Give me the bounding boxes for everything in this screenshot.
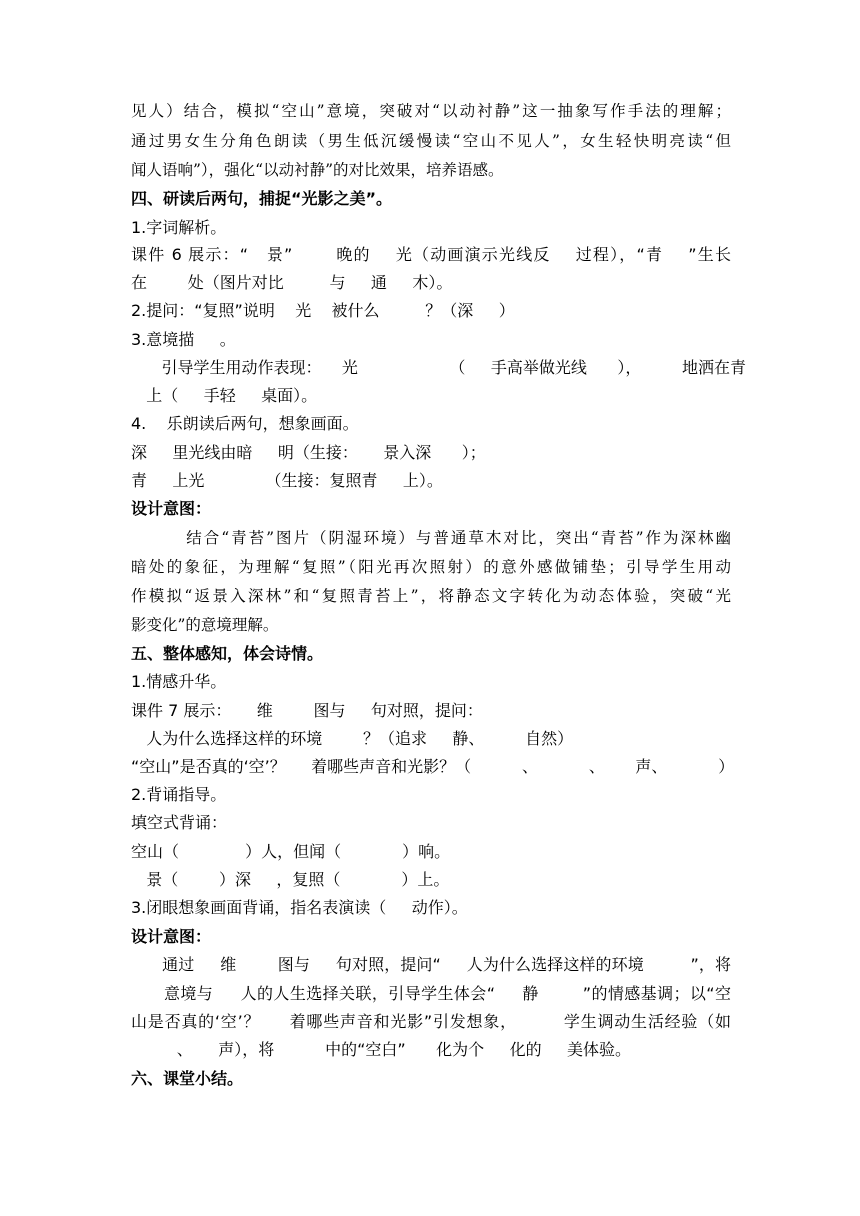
text-line: 引导学生用动作表现： 光 （ 手高举做光线 ）， 地洒在青 — [131, 358, 747, 377]
text-line: 课件 7 展示： 维 图与 句对照，提问： — [131, 701, 483, 720]
section-heading: 设计意图： — [131, 927, 212, 946]
section-heading: 六、课堂小结。 — [131, 1069, 244, 1088]
text-line: 结合“青苔”图片（阴湿环境）与普通草木对比，突出“青苔”作为深林幽 — [131, 529, 731, 547]
text-line: 意境与 人的人生选择关联，引导学生体会“ 静 ”的情感基调；以“空 — [131, 984, 731, 1003]
text-line: 3.意境描 。 — [131, 330, 236, 349]
text-line: 1.字词解析。 — [131, 218, 227, 237]
section-heading: 五、整体感知，体会诗情。 — [131, 644, 324, 663]
text-line: 3.闭眼想象画面背诵，指名表演读（ 动作）。 — [131, 898, 468, 917]
text-line: 人为什么选择这样的环境 ？（追求 静、 自然） — [131, 729, 574, 748]
text-line: 影变化”的意境理解。 — [131, 616, 279, 634]
text-line: 山是否真的‘空’？ 着哪些声音和光影”引发想象， 学生调动生活经验（如 — [131, 1012, 731, 1031]
text-line: 暗处的象征，为理解“复照”（阳光再次照射）的意外感做铺垫；引导学生用动 — [131, 558, 731, 576]
text-line: 深 里光线由暗 明（生接： 景入深 ）； — [131, 443, 486, 462]
text-line: 闻人语响”），强化“以动衬静”的对比效果，培养语感。 — [131, 161, 504, 179]
text-line: 4. 乐朗读后两句，想象画面。 — [131, 414, 359, 433]
text-line: 通过男女生分角色朗读（男生低沉缓慢读“空山不见人”，女生轻快明亮读“但 — [131, 132, 731, 150]
text-line: 通过 维 图与 句对照，提问“ 人为什么选择这样的环境 ”，将 — [131, 955, 731, 974]
text-line: 空山（ ）人，但闻（ ）响。 — [131, 842, 451, 861]
text-line: “空山”是否真的‘空’？ 着哪些声音和光影？（ 、 、 声、 ） — [131, 757, 735, 776]
text-line: 课件 6 展示：“ 景” 晚的 光（动画演示光线反 过程），“青 ”生长 — [131, 245, 731, 264]
text-line: 上（ 手轻 桌面）。 — [131, 386, 318, 405]
text-line: 见人）结合，模拟“空山”意境，突破对“以动衬静”这一抽象写作手法的理解； — [131, 102, 731, 120]
text-line: 作模拟“返景入深林”和“复照青苔上”，将静态文字转化为动态体验，突破“光 — [131, 587, 731, 605]
text-line: 景（ ）深 ，复照（ ）上。 — [131, 870, 450, 889]
section-heading: 设计意图： — [131, 499, 212, 518]
section-heading: 四、研读后两句，捕捉“光影之美”。 — [131, 189, 393, 208]
text-line: 在 处（图片对比 与 通 木）。 — [131, 273, 453, 292]
text-line: 填空式背诵： — [131, 813, 228, 832]
text-line: 青 上光 （生接：复照青 上）。 — [131, 471, 443, 490]
text-line: 、 声），将 中的“空白” 化为个 化的 美体验。 — [131, 1040, 632, 1059]
text-line: 1.情感升华。 — [131, 672, 227, 691]
text-line: 2.提问：“复照”说明 光 被什么 ？（深 ） — [131, 301, 515, 320]
text-line: 2.背诵指导。 — [131, 785, 227, 804]
